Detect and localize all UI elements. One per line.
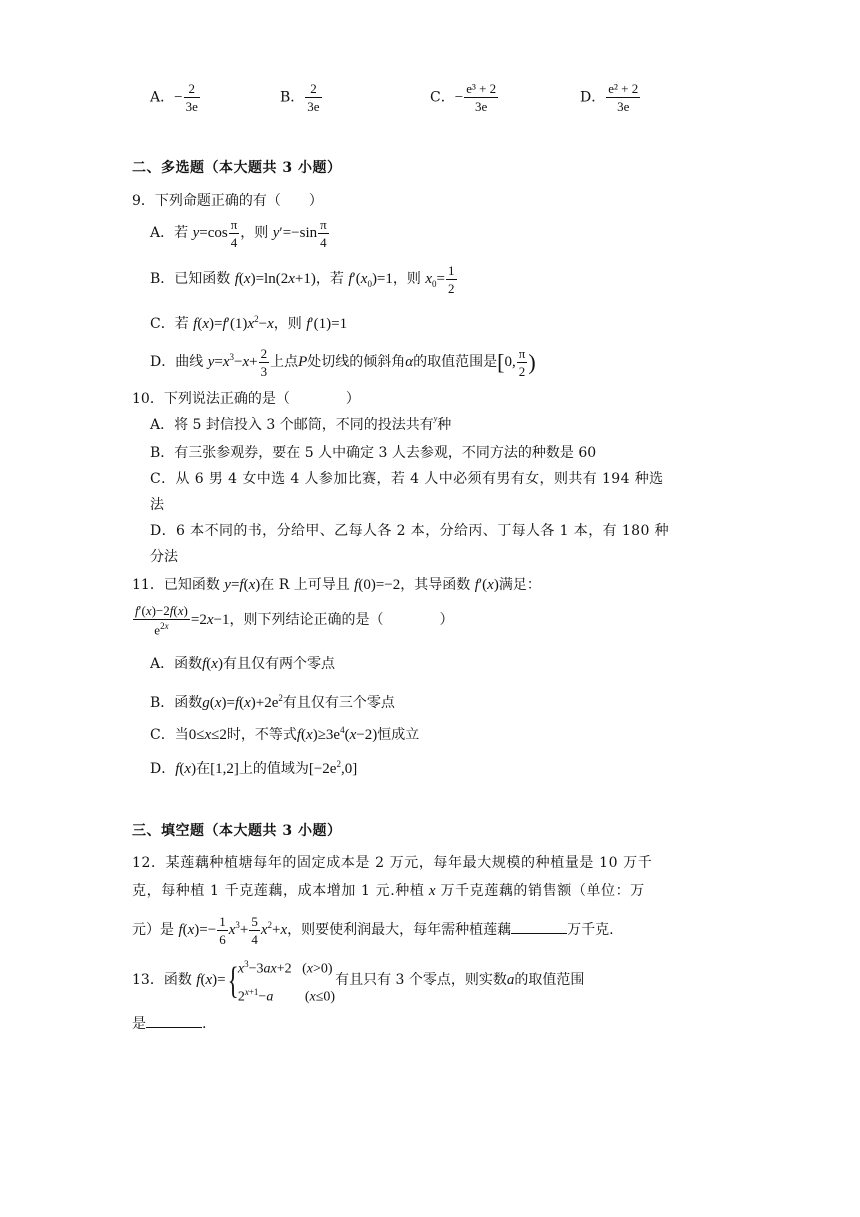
q13-piecewise-formula: f(x)={ $x^3-3ax+2$ (x>0) $2^{x+1}-a$ (x≤0) [196,959,336,1005]
q13-line2 [132,1013,206,1033]
q11-d-formula3: $[-2e^2,0]$ [308,759,358,777]
q9-a-text: A．若 [150,225,189,241]
q12-line2-a: 克，每种植 1 千克莲藕，成本增加 1 元.种植 [132,883,425,899]
option-b-num: 2 [305,82,321,98]
q8-option-a [150,82,201,113]
q9-d-point-p: P [298,354,308,370]
option-d-label: D． [580,89,606,106]
q9-c-mid: ，则 [273,316,302,332]
q11-formula-f0: f(0)=−2 [354,577,401,593]
q11-stem-line2 [132,600,453,640]
q11-b-formula: $g(x)=f(x)+2e^2$ [202,693,283,711]
q11-b-text: B．函数 [150,695,203,711]
option-a-fraction [184,82,200,113]
q11-line2-end: ，则下列结论正确的是（ ） [229,612,454,628]
q11-formula-fprime: f′(x) [474,577,499,593]
q12-answer-blank[interactable] [511,919,567,934]
q12-line3-b: ，则要使利润最大，每年需种植莲藕 [287,922,512,938]
q9-option-a [150,218,330,249]
q11-c-end: 恒成立 [377,727,420,743]
q9-d-interval: [0, $\frac{\pi}{2}$ ) [497,346,536,380]
q11-a-text: A．函数 [150,656,203,672]
q11-c-formula2: $f(x)\ge 3e^4(x-2)$ [296,725,378,743]
option-c-fraction [464,82,498,113]
q9-d-text: D．曲线 [150,354,204,370]
option-b-label: B． [280,89,305,106]
q12-line1: 12．某莲藕种植塘每年的固定成本是 2 万元，每年最大规模的种植量是 10 万千 [132,855,653,871]
option-c-sign: − [454,89,464,106]
q10-option-a [150,414,451,434]
q13-var-a: a [506,972,515,989]
q11-c-mid: 时，不等式 [226,727,297,743]
q10-option-d-line2: 分法 [150,549,178,565]
q11-d-formula1: f(x) [175,761,197,777]
q9-c-formula2: f′(1)=1 [306,316,348,332]
option-d-den: 3e [617,99,630,114]
q8-options-row [150,76,710,120]
section3-title: 三、填空题（本大题共 3 小题） [132,823,342,839]
q10-option-b: B．有三张参观券，要在 5 人中确定 3 人去参观，不同方法的种数是 60 [150,445,597,461]
q13-end2: 的取值范围 [514,972,585,989]
q11-option-b [150,684,395,717]
q12-var-x: x [424,883,441,899]
q9-a-formula1: y=cos $\frac{\pi}{4}$ [192,217,238,251]
q11-stem-mid: 在 R 上可导且 [260,577,350,593]
q9-b-formula3: $x_0=$ $\frac{1}{2}$ [425,263,455,297]
q13-line2-text: 是 [132,1016,146,1032]
q11-stem-start: 11．已知函数 [132,577,220,593]
q12-line3-c: 万千克. [567,922,614,938]
q11-option-d [150,750,357,783]
option-b-fraction [305,82,321,113]
option-a-den: 3e [185,99,198,114]
q11-stem-mid2: ，其导函数 [400,577,471,593]
q11-stem-line1 [132,572,541,598]
q12-formula: f(x)=− $\frac{1}{6}$ $x^3+$ $\frac{5}{4}$ $x^2+x$ [178,914,288,948]
option-d-fraction [606,82,640,113]
q9-option-d [150,340,536,380]
q9-b-formula1: f(x)=ln(2x+1) [234,271,316,287]
q12-line2-b: 万千克莲藕的销售额（单位：万 [440,883,645,899]
q10-a-text: A．将 5 封信投入 3 个邮筒，不同的投法共有 [150,417,434,433]
option-a-label: A． [150,89,175,106]
q11-d-formula2: [1,2] [210,761,239,777]
q9-b-formula2: $f'(x_0)=1$ [348,271,393,289]
q9-d-alpha: α [405,354,414,370]
option-b-den: 3e [307,99,320,114]
option-c-den: 3e [475,99,488,114]
q8-option-d [580,82,641,113]
option-c-label: C． [430,89,455,106]
q9-b-mid: ，若 [315,271,344,287]
q9-c-formula1: $f(x)=f'(1)x^2-x$ [193,314,274,332]
q9-b-mid2: ，则 [392,271,421,287]
section2-title: 二、多选题（本大题共 3 小题） [132,160,342,176]
q11-formula-y: y=f(x) [224,577,261,593]
q8-option-c [430,82,499,113]
q9-d-mid2: 处切线的倾斜角 [307,354,406,370]
option-a-sign: − [174,89,183,106]
q9-d-end: 的取值范围是 [413,354,498,370]
q11-option-c [150,716,419,749]
option-d-num: e² + 2 [608,81,639,96]
q9-option-c [150,306,347,337]
q13-line1 [132,953,584,1008]
q12-line3 [132,906,614,949]
q11-a-formula: f(x) [202,656,223,672]
q11-d-mid: 在 [196,761,211,777]
q13-answer-blank[interactable] [146,1013,202,1028]
q9-option-b [150,264,458,299]
q10-option-c-line2: 法 [150,497,164,513]
q13-line2-end: . [202,1016,207,1032]
q11-a-end: 有且仅有两个零点 [222,656,335,672]
q11-c-text: C．当 [150,727,189,743]
q11-d-text: D． [150,761,176,777]
q13-start: 13．函数 [132,972,192,989]
q13-end: 有且只有 3 个零点，则实数 [335,972,507,989]
q10-a-exponent: y [433,414,438,423]
q9-d-formula1: $y=x^3-x+$ $\frac{2}{3}$ [207,346,268,380]
q11-condition-formula: $\frac{f'(x)-2f(x)}{e^{2x}}$ =2x−1 [135,603,230,638]
q10-option-d-line1: D．6 本不同的书，分给甲、乙每人各 2 本，分给丙、丁每人各 1 本，有 180 种 [150,523,670,539]
q11-option-a [150,650,335,678]
q11-d-mid2: 上的值域为 [238,761,309,777]
q10-option-c-line1: C．从 6 男 4 女中选 4 人参加比赛，若 4 人中必须有男有女，则共有 194 种选 [150,471,664,487]
option-a-num: 2 [184,82,200,98]
q12-line3-a: 元）是 [132,922,174,938]
q9-a-formula2: y′=−sin $\frac{\pi}{4}$ [272,217,327,251]
q10-a-end: 种 [437,417,452,433]
q12-line2 [132,880,645,900]
q9-a-mid: ，则 [240,225,269,241]
q9-c-text: C．若 [150,316,189,332]
q9-b-text: B．已知函数 [150,271,231,287]
option-c-num: e³ + 2 [466,81,497,96]
q11-stem-end: 满足： [498,577,541,593]
q9-stem: 9．下列命题正确的有（ ） [132,193,323,209]
q11-b-end: 有且仅有三个零点 [282,695,395,711]
q9-d-mid: 上点 [270,354,299,370]
q11-c-formula1: 0≤x≤2 [188,727,227,743]
q10-stem: 10．下列说法正确的是（ ） [132,391,360,407]
q8-option-b [280,82,323,113]
